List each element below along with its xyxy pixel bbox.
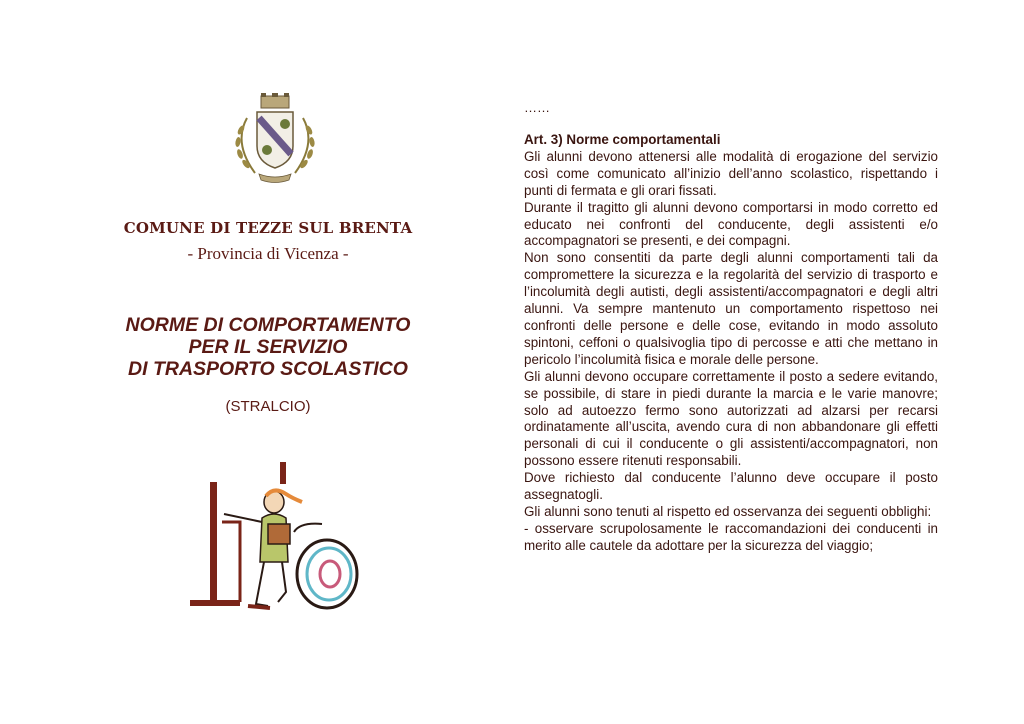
paragraph: - osservare scrupolosamente le raccomandazioni dei conducenti in merito alle cautele da adottare per la sicurezza del viaggio;	[524, 520, 938, 553]
title-line: DI TRASPORTO SCOLASTICO	[128, 358, 408, 380]
article-heading: Art. 3) Norme comportamentali	[524, 132, 721, 147]
paragraph: Gli alunni devono attenersi alle modalità di erogazione del servizio così come comunicato all’inizio dell’anno scolastico, rispettando i punti di fermata e gli orari fissati.	[524, 148, 938, 198]
province-name: - Provincia di Vicenza -	[187, 244, 349, 263]
paragraph: Gli alunni sono tenuti al rispetto ed osservanza dei seguenti obblighi:	[524, 503, 932, 519]
paragraph: Dove richiesto dal conducente l’alunno deve occupare il posto assegnatogli.	[524, 470, 938, 503]
paragraph: Non sono consentiti da parte degli alunni comportamenti tali da compromettere la sicurezza e la regolarità del servizio di trasporto e l’incolumità degli autisti, degli assistenti/accompagnatori e degli altri alunni. Va sempre mantenuto un comportamento rispettoso nei confronti delle persone e delle cose, evitando in modo assoluto spintoni, ceffoni o qualsivoglia tipo di percosse e atti che mettano in pericolo l’incolumità fisica e morale delle persone.	[524, 250, 938, 367]
title-line: PER IL SERVIZIO	[188, 336, 348, 358]
document-title	[100, 314, 436, 380]
document-subtitle: (STRALCIO)	[225, 398, 311, 415]
title-line: NORME DI COMPORTAMENTO	[125, 314, 411, 336]
student-boarding-bus-illustration	[182, 462, 364, 624]
paragraph: Durante il tragitto gli alunni devono comportarsi in modo corretto ed educato nei confronti del conducente, degli assistenti e/o accompagnatori se presenti, e dei compagni.	[524, 199, 938, 249]
ellipsis-marker: ……	[524, 100, 550, 115]
municipality-name: COMUNE DI TEZZE SUL BRENTA	[123, 219, 413, 237]
article-text-panel	[524, 100, 938, 555]
paragraph: Gli alunni devono occupare correttamente il posto a sedere evitando, se possibile, di stare in piedi durante la marcia e le varie manovre; solo ad autoezzo fermo sono autorizzati ad alzarsi per recarsi ordinatamente all’uscita, avendo cura di non abbandonare gli effetti personali di cui il conducente o gli assistenti/accompagnatori, non possono essere ritenuti responsabili.	[524, 368, 938, 469]
coat-of-arms-logo	[225, 88, 325, 188]
